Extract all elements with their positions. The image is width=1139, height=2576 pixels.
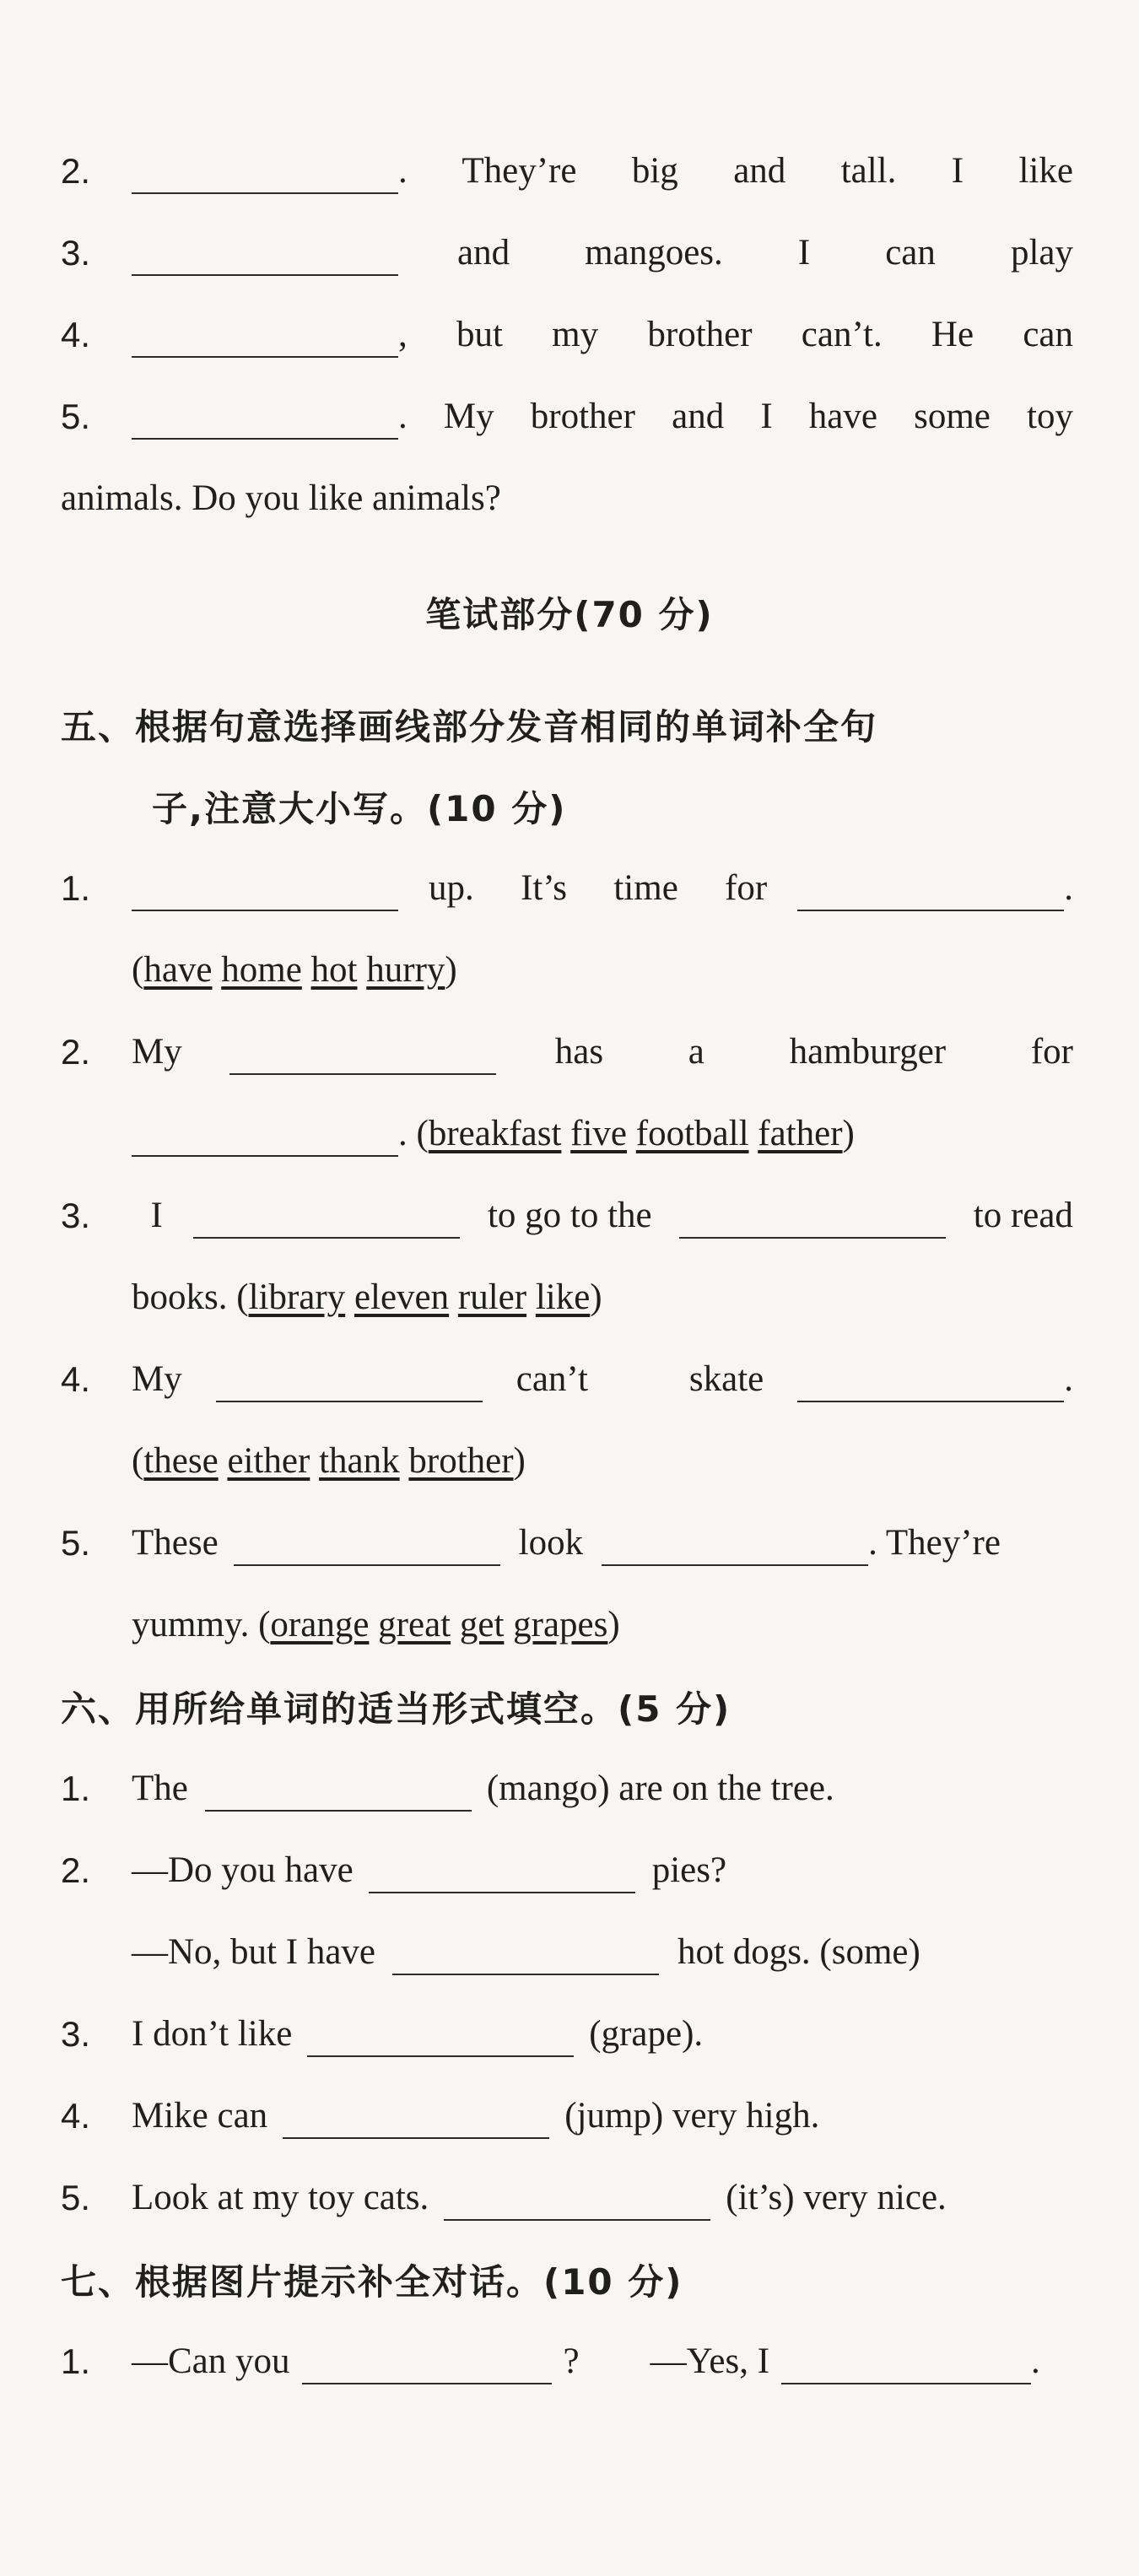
- question-number: 1.: [61, 2341, 91, 2381]
- passage-line-3: [61, 212, 1073, 294]
- passage-line-6: [61, 457, 1073, 539]
- paren: books. (: [132, 1277, 249, 1317]
- paren: ): [445, 950, 457, 990]
- question-text: to read: [973, 1196, 1073, 1235]
- s5-word-options-3: [132, 1256, 1073, 1338]
- answer-blank[interactable]: [797, 1357, 1064, 1402]
- word-option: either: [227, 1441, 310, 1481]
- question-text: Mike can: [132, 2096, 268, 2136]
- passage-text: . My brother and I have some toy: [398, 397, 1073, 436]
- word-option: brother: [408, 1441, 514, 1481]
- s5-word-options-4: [132, 1420, 1073, 1502]
- answer-blank[interactable]: [193, 1193, 460, 1239]
- line-number: 3.: [61, 232, 91, 273]
- s6-question-2: [61, 1829, 1073, 1911]
- question-text: ?: [563, 2341, 580, 2381]
- s6-question-5: [61, 2157, 1073, 2238]
- answer-blank[interactable]: [679, 1193, 946, 1239]
- question-number: 1.: [61, 1768, 91, 1808]
- word-option: hurry: [366, 950, 445, 990]
- answer-blank[interactable]: [307, 2012, 574, 2057]
- answer-blank[interactable]: [283, 2093, 549, 2139]
- answer-blank[interactable]: [132, 149, 398, 194]
- word-option: orange: [270, 1605, 370, 1644]
- question-number: 4.: [61, 2095, 91, 2136]
- answer-blank[interactable]: [216, 1357, 483, 1402]
- question-text: up. It’s time for: [429, 868, 768, 908]
- paren: (: [132, 950, 144, 990]
- question-text: I: [150, 1196, 163, 1235]
- question-text: My: [132, 1032, 182, 1072]
- word-option: five: [570, 1114, 628, 1153]
- paren: yummy. (: [132, 1605, 271, 1644]
- passage-text: . They’re big and tall. I like: [398, 151, 1073, 191]
- word-option: father: [758, 1114, 843, 1153]
- section-5-heading: 五、根据句意选择画线部分发音相同的单词补全句: [61, 705, 878, 748]
- s5-question-5: [61, 1502, 1073, 1584]
- answer-blank[interactable]: [369, 1848, 635, 1893]
- passage-text: , but my brother can’t. He can: [398, 315, 1073, 354]
- s5-question-1: [61, 847, 1073, 929]
- line-number: 4.: [61, 314, 91, 354]
- question-text: I don’t like: [132, 2014, 293, 2054]
- written-part-title: 笔试部分(70 分): [425, 593, 714, 635]
- question-number: 3.: [61, 2013, 91, 2054]
- s6-question-1: [61, 1747, 1073, 1829]
- question-text: (mango) are on the tree.: [486, 1769, 834, 1808]
- question-text: —Can you: [132, 2341, 290, 2381]
- answer-blank[interactable]: [234, 1520, 500, 1566]
- s5-word-options-1: [132, 929, 1073, 1011]
- passage-line-4: [61, 294, 1073, 375]
- word-option: have: [143, 950, 213, 990]
- question-text: has a hamburger for: [554, 1032, 1073, 1072]
- word-option: these: [143, 1441, 219, 1481]
- word-option: thank: [319, 1441, 400, 1481]
- question-text: (it’s) very nice.: [726, 2178, 947, 2217]
- s7-question-1: [61, 2320, 1073, 2402]
- question-text: (jump) very high.: [564, 2096, 820, 2136]
- paren: . (: [398, 1114, 429, 1153]
- passage-line-5: [61, 375, 1073, 457]
- passage-text: and mangoes. I can play: [457, 233, 1073, 273]
- word-option: library: [248, 1277, 346, 1317]
- answer-blank[interactable]: [781, 2339, 1031, 2384]
- question-text: look: [518, 1523, 584, 1563]
- paren: (: [132, 1441, 144, 1481]
- question-text: My: [132, 1359, 182, 1399]
- answer-blank[interactable]: [444, 2175, 710, 2221]
- answer-blank[interactable]: [302, 2339, 552, 2384]
- question-number: 1.: [61, 867, 91, 908]
- paren: ): [842, 1114, 855, 1153]
- word-option: home: [221, 950, 302, 990]
- question-text: can’t skate: [516, 1359, 764, 1399]
- word-option: great: [378, 1605, 451, 1644]
- question-text: —Yes, I: [650, 2341, 770, 2381]
- word-option: football: [635, 1114, 749, 1153]
- word-option: ruler: [457, 1277, 527, 1317]
- question-text: to go to the: [487, 1196, 652, 1235]
- answer-blank[interactable]: [132, 394, 398, 440]
- s5-question-2: [61, 1011, 1073, 1093]
- question-number: 3.: [61, 1195, 91, 1235]
- s6-question-3: [61, 1993, 1073, 2075]
- word-option: get: [459, 1605, 505, 1644]
- question-text: .: [1064, 1359, 1073, 1399]
- paren: ): [513, 1441, 526, 1481]
- word-option: eleven: [354, 1277, 450, 1317]
- question-text: (grape).: [589, 2014, 704, 2054]
- word-option: grapes: [513, 1605, 608, 1644]
- answer-blank[interactable]: [602, 1520, 868, 1566]
- answer-blank[interactable]: [229, 1029, 496, 1075]
- line-number: 5.: [61, 396, 91, 436]
- section-5-heading-cont: 子,注意大小写。(10 分): [152, 787, 567, 829]
- passage-line-2: [61, 130, 1073, 212]
- question-number: 5.: [61, 1522, 91, 1563]
- s5-question-3: [61, 1175, 1073, 1256]
- s5-word-options-2: [132, 1093, 1073, 1175]
- question-text: —No, but I have: [132, 1932, 375, 1972]
- question-number: 2.: [61, 1031, 91, 1072]
- question-text: pies?: [651, 1850, 727, 1890]
- question-number: 4.: [61, 1358, 91, 1399]
- section-7-heading: 七、根据图片提示补全对话。(10 分): [61, 2260, 683, 2303]
- question-text: .: [1031, 2341, 1040, 2381]
- s6-question-2-reply: [132, 1911, 1073, 1993]
- paren: ): [607, 1605, 620, 1644]
- answer-blank[interactable]: [205, 1766, 472, 1812]
- s5-word-options-5: [132, 1584, 1073, 1666]
- answer-blank[interactable]: [132, 230, 398, 276]
- question-text: Look at my toy cats.: [132, 2178, 429, 2217]
- answer-blank[interactable]: [132, 1111, 398, 1157]
- paren: ): [590, 1277, 602, 1317]
- question-text: The: [132, 1769, 188, 1808]
- section-6-heading: 六、用所给单词的适当形式填空。(5 分): [61, 1688, 731, 1730]
- answer-blank[interactable]: [797, 866, 1064, 911]
- answer-blank[interactable]: [392, 1930, 659, 1975]
- s6-question-4: [61, 2075, 1073, 2157]
- question-text: . They’re: [868, 1523, 1001, 1563]
- word-option: like: [535, 1277, 591, 1317]
- answer-blank[interactable]: [132, 866, 398, 911]
- passage-text: animals. Do you like animals?: [61, 478, 501, 518]
- question-text: —Do you have: [132, 1850, 354, 1890]
- question-number: 5.: [61, 2177, 91, 2217]
- word-option: breakfast: [428, 1114, 562, 1153]
- answer-blank[interactable]: [132, 312, 398, 358]
- question-text: hot dogs. (some): [677, 1932, 920, 1972]
- question-number: 2.: [61, 1850, 91, 1890]
- question-text: .: [1064, 868, 1073, 908]
- line-number: 2.: [61, 150, 91, 191]
- word-option: hot: [310, 950, 358, 990]
- question-text: These: [132, 1523, 219, 1563]
- s5-question-4: [61, 1338, 1073, 1420]
